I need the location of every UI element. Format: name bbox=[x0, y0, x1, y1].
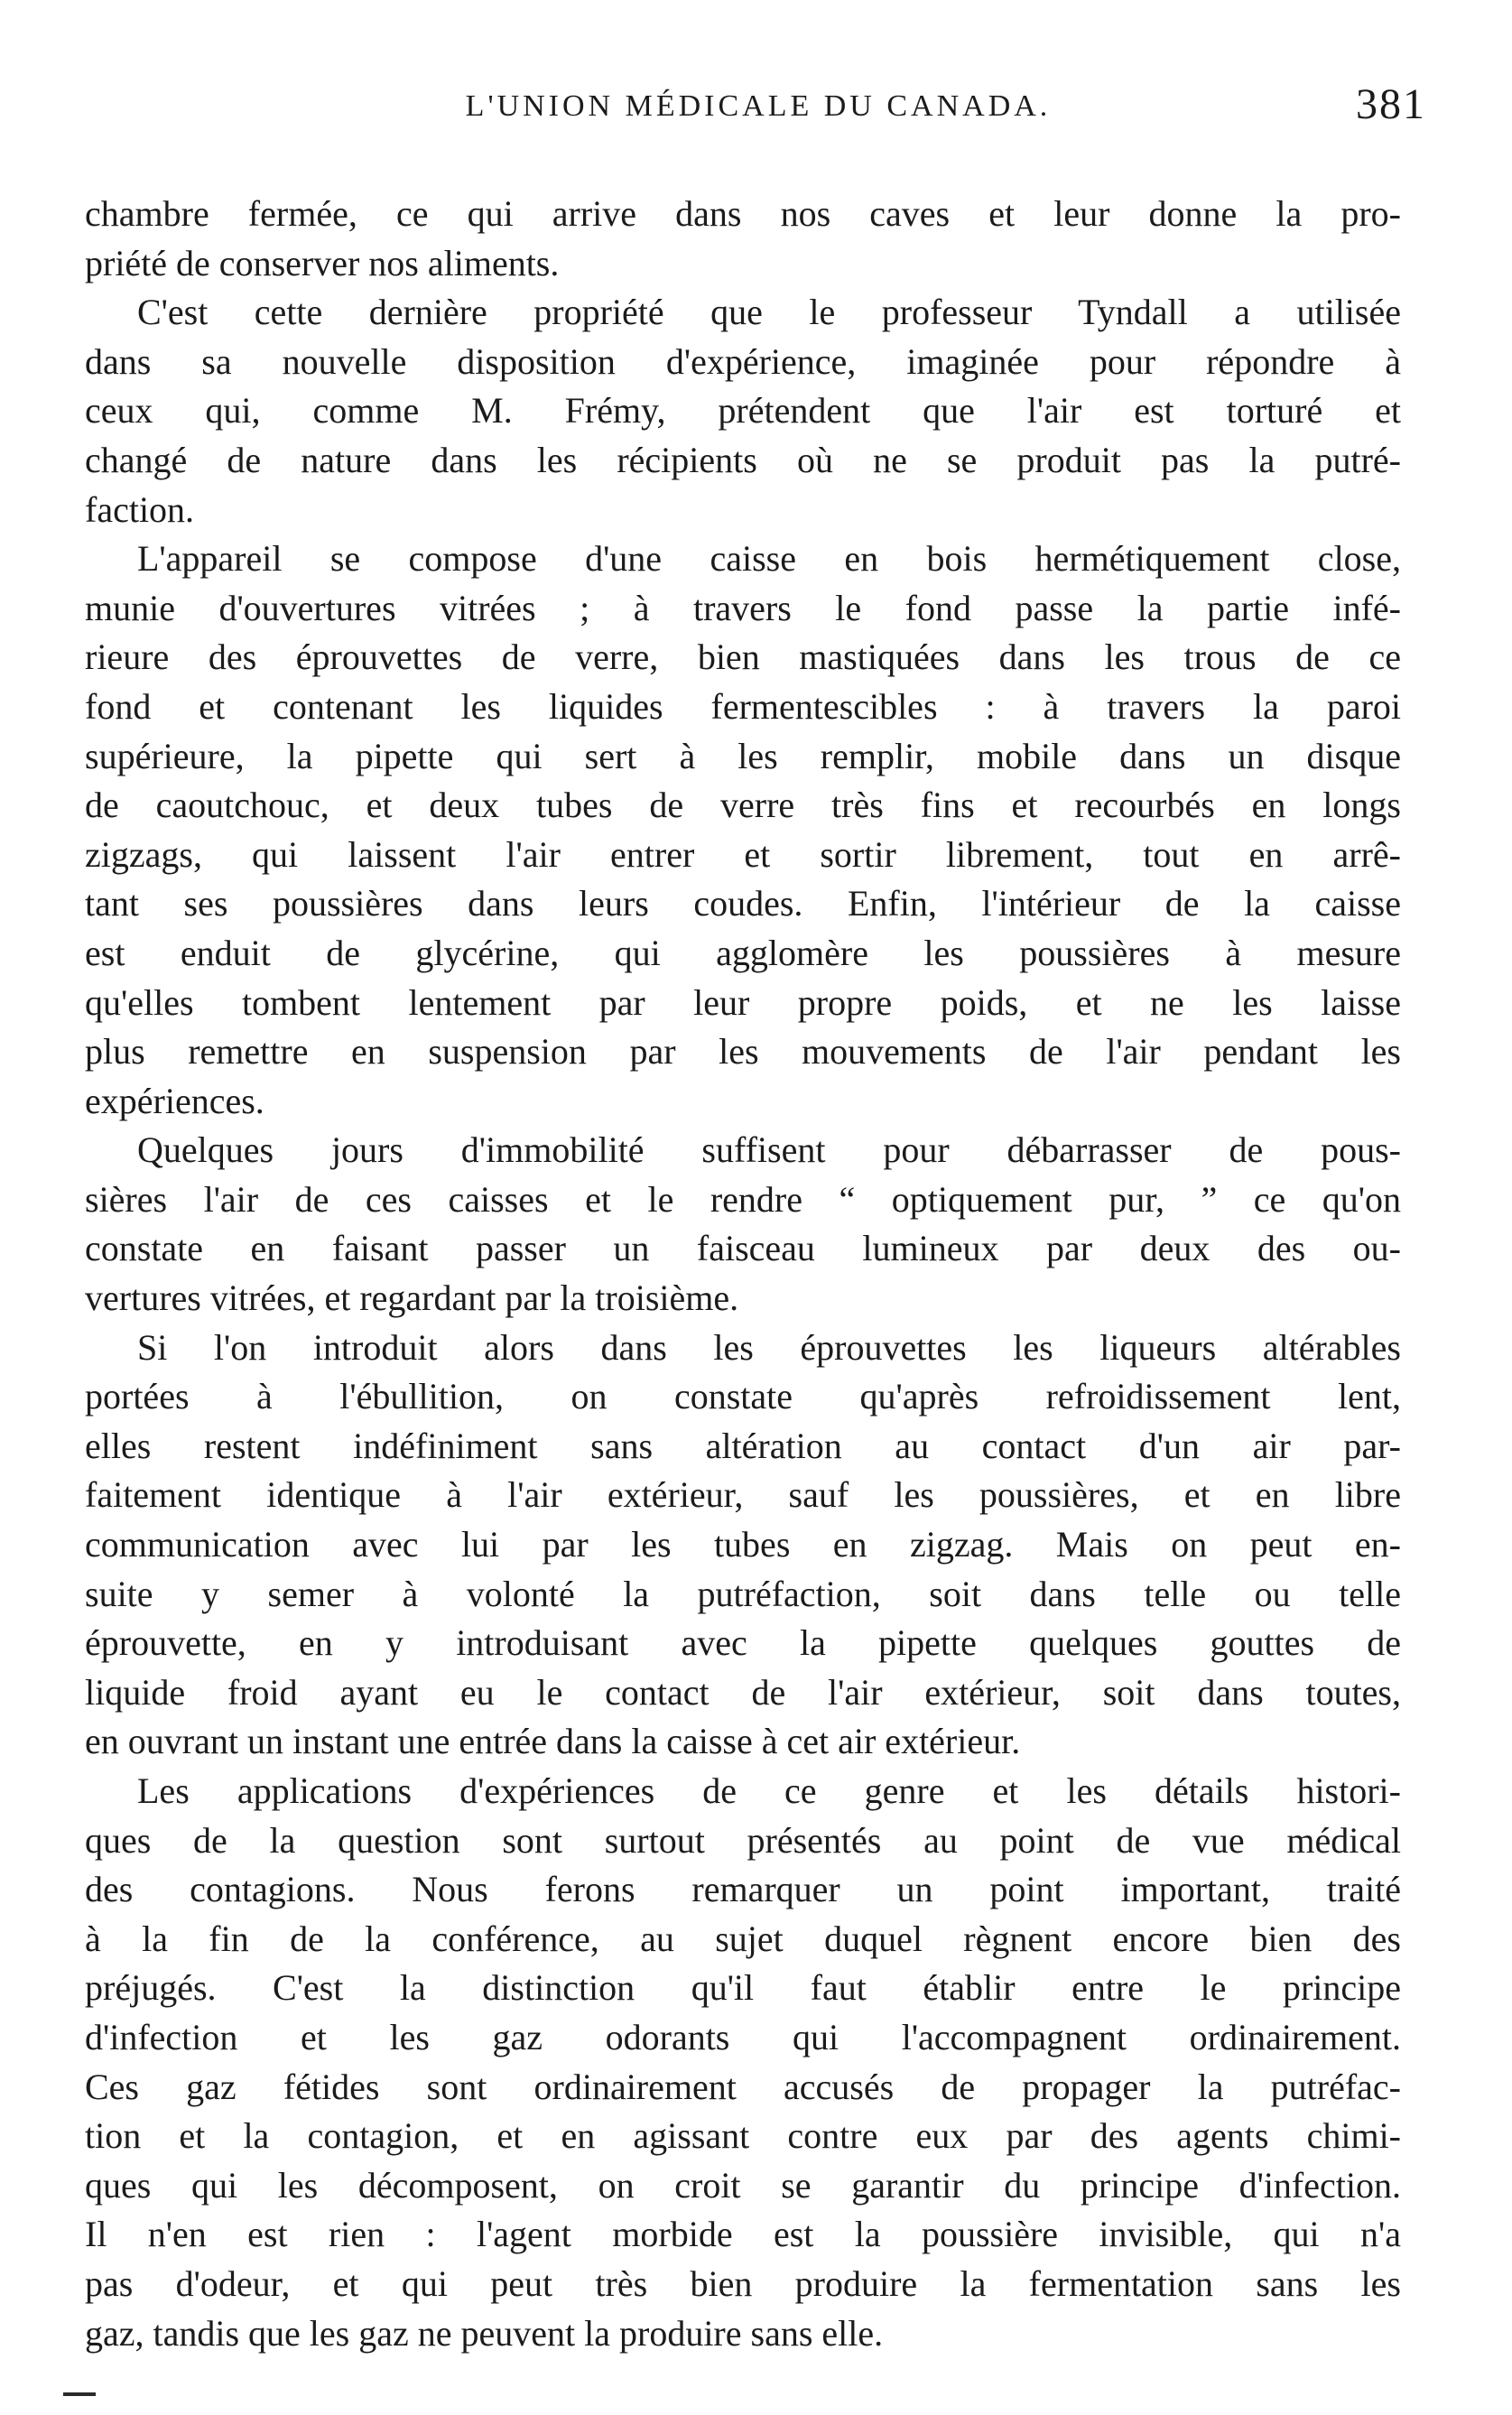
text-line: faction. bbox=[85, 488, 195, 530]
text-line: Quelques jours d'immobilité suffisent pour débarrasser de pous- bbox=[137, 1129, 1401, 1171]
text-line: Ces gaz fétides sont ordinairement accusés de propager la putréfac- bbox=[85, 2066, 1401, 2107]
text-line: en ouvrant un instant une entrée dans la caisse à cet air extérieur. bbox=[85, 1721, 1021, 1762]
text-line: munie d'ouvertures vitrées ; à travers le fond passe la partie infé- bbox=[85, 587, 1401, 628]
text-line: tion et la contagion, et en agissant contre eux par des agents chimi- bbox=[85, 2115, 1401, 2157]
text-line: d'infection et les gaz odorants qui l'accompagnent ordinairement. bbox=[85, 2016, 1401, 2057]
text-line: zigzags, qui laissent l'air entrer et sortir librement, tout en arrê- bbox=[85, 833, 1401, 875]
text-line: à la fin de la conférence, au sujet duquel règnent encore bien des bbox=[85, 1918, 1401, 1959]
text-line: elles restent indéfiniment sans altération au contact d'un air par- bbox=[85, 1425, 1401, 1466]
text-line: ques qui les décomposent, on croit se garantir du principe d'infection. bbox=[85, 2164, 1401, 2206]
text-line: gaz, tandis que les gaz ne peuvent la produire sans elle. bbox=[85, 2312, 884, 2354]
text-line: L'appareil se compose d'une caisse en bois hermétiquement close, bbox=[137, 538, 1401, 580]
text-line: est enduit de glycérine, qui agglomère les poussières à mesure bbox=[85, 932, 1401, 973]
text-line: éprouvette, en y introduisant avec la pipette quelques gouttes de bbox=[85, 1622, 1401, 1664]
text-line: Si l'on introduit alors dans les éprouvettes les liqueurs altérables bbox=[137, 1326, 1401, 1368]
paragraph bbox=[85, 1126, 1401, 1323]
text-line: vertures vitrées, et regardant par la troisième. bbox=[85, 1277, 739, 1319]
text-line: communication avec lui par les tubes en zigzag. Mais on peut en- bbox=[85, 1524, 1401, 1565]
footer-rule bbox=[63, 2392, 96, 2396]
text-line: ceux qui, comme M. Frémy, prétendent que l'air est torturé et bbox=[85, 390, 1401, 432]
text-line: chambre fermée, ce qui arrive dans nos caves et leur donne la pro- bbox=[85, 193, 1401, 234]
paragraph bbox=[85, 288, 1401, 534]
text-line: supérieure, la pipette qui sert à les remplir, mobile dans un disque bbox=[85, 735, 1401, 776]
text-line: tant ses poussières dans leurs coudes. Enfin, l'intérieur de la caisse bbox=[85, 883, 1401, 924]
text-line: liquide froid ayant eu le contact de l'air extérieur, soit dans toutes, bbox=[85, 1671, 1401, 1713]
paragraph bbox=[85, 534, 1401, 1126]
journal-title: L'UNION MÉDICALE DU CANADA. bbox=[465, 89, 1052, 123]
text-line: fond et contenant les liquides fermentescibles : à travers la paroi bbox=[85, 685, 1401, 727]
text-line: suite y semer à volonté la putréfaction, soit dans telle ou telle bbox=[85, 1573, 1401, 1614]
text-line: ques de la question sont surtout présentés au point de vue médical bbox=[85, 1819, 1401, 1861]
text-line: rieure des éprouvettes de verre, bien mastiquées dans les trous de ce bbox=[85, 636, 1401, 678]
text-line: sières l'air de ces caisses et le rendre “ optiquement pur, ” ce qu'on bbox=[85, 1178, 1401, 1220]
text-line: priété de conserver nos aliments. bbox=[85, 242, 560, 283]
text-line: préjugés. C'est la distinction qu'il faut établir entre le principe bbox=[85, 1967, 1401, 2009]
text-line: expériences. bbox=[85, 1080, 264, 1121]
text-line: de caoutchouc, et deux tubes de verre très fins et recourbés en longs bbox=[85, 785, 1401, 826]
text-line: portées à l'ébullition, on constate qu'après refroidissement lent, bbox=[85, 1376, 1401, 1417]
text-line: constate en faisant passer un faisceau lumineux par deux des ou- bbox=[85, 1228, 1401, 1269]
text-line: qu'elles tombent lentement par leur propre poids, et ne les laisse bbox=[85, 981, 1401, 1023]
paragraph bbox=[85, 1324, 1401, 1767]
text-line: changé de nature dans les récipients où ne se produit pas la putré- bbox=[85, 439, 1401, 480]
text-line: C'est cette dernière propriété que le professeur Tyndall a utilisée bbox=[137, 292, 1401, 333]
text-line: des contagions. Nous ferons remarquer un point important, traité bbox=[85, 1869, 1401, 1910]
paragraph bbox=[85, 190, 1401, 288]
running-head bbox=[86, 80, 1426, 141]
text-line: Il n'en est rien : l'agent morbide est la poussière invisible, qui n'a bbox=[85, 2214, 1401, 2255]
text-line: Les applications d'expériences de ce genre et les détails histori- bbox=[137, 1770, 1401, 1811]
text-line: pas d'odeur, et qui peut très bien produire la fermentation sans les bbox=[85, 2262, 1401, 2304]
text-line: dans sa nouvelle disposition d'expérience, imaginée pour répondre à bbox=[85, 340, 1401, 382]
page-number: 381 bbox=[1356, 80, 1426, 128]
paragraph bbox=[85, 1767, 1401, 2358]
text-line: faitement identique à l'air extérieur, sauf les poussières, et en libre bbox=[85, 1474, 1401, 1516]
body-text bbox=[85, 190, 1401, 2358]
text-line: plus remettre en suspension par les mouvements de l'air pendant les bbox=[85, 1031, 1401, 1073]
